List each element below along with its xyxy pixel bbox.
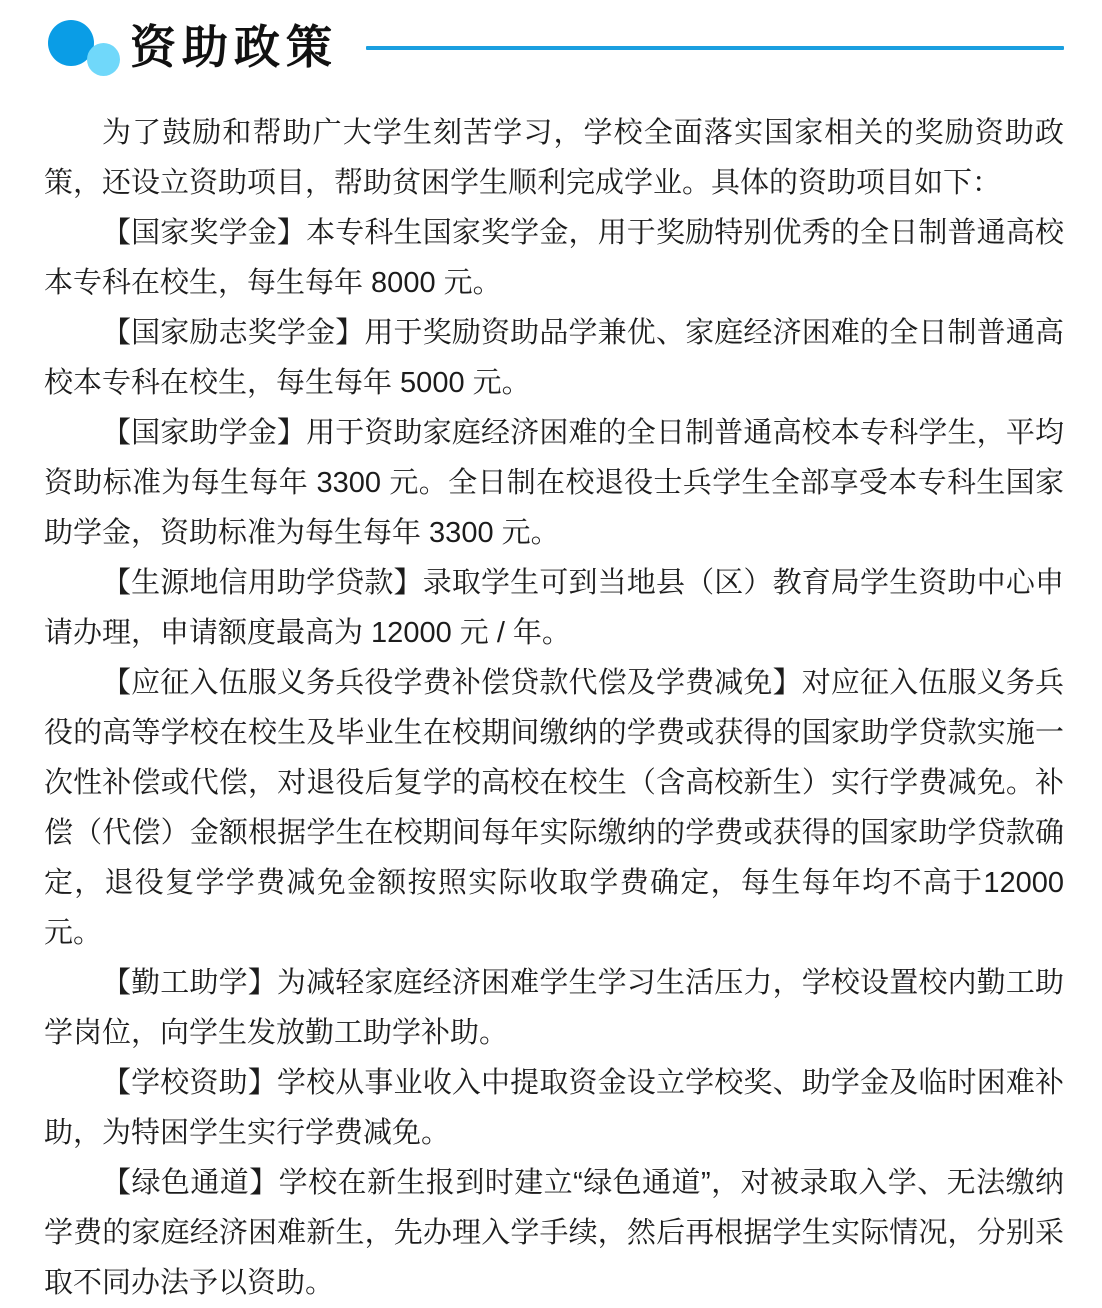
page-title: 资助政策 [130,21,338,73]
policy-paragraph-national-grant: 【国家助学金】用于资助家庭经济困难的全日制普通高校本专科学生，平均资助标准为每生每年 3300 元。全日制在校退役士兵学生全部享受本专科生国家助学金，资助标准为每生每年 3300 元。 [44,417,1064,549]
policy-paragraph-school-aid: 【学校资助】学校从事业收入中提取资金设立学校奖、助学金及临时困难补助，为特困学生实行学费减免。 [44,1067,1064,1149]
policy-paragraph-national-scholarship: 【国家奖学金】本专科生国家奖学金，用于奖励特别优秀的全日制普通高校本专科在校生，每生每年 8000 元。 [44,217,1064,299]
logo-circle-small [87,43,120,76]
header-rule-line [366,46,1064,50]
policy-content [44,108,1064,1308]
policy-paragraph-student-loan: 【生源地信用助学贷款】录取学生可到当地县（区）教育局学生资助中心申请办理，申请额度最高为 12000 元 / 年。 [44,567,1064,649]
policy-paragraph-military-service-tuition: 【应征入伍服义务兵役学费补偿贷款代偿及学费减免】对应征入伍服义务兵役的高等学校在校生及毕业生在校期间缴纳的学费或获得的国家助学贷款实施一次性补偿或代偿，对退役后复学的高校在校生（含高校新生）实行学费减免。补偿（代偿）金额根据学生在校期间每年实际缴纳的学费或获得的国家助学贷款确定，退役复学学费减免金额按照实际收取学费确定，每生每年均不高于12000元。 [44,667,1064,949]
intro-paragraph: 为了鼓励和帮助广大学生刻苦学习，学校全面落实国家相关的奖励资助政策，还设立资助项目，帮助贫困学生顺利完成学业。具体的资助项目如下： [44,117,1064,199]
section-header [44,12,1064,82]
policy-paragraph-work-study: 【勤工助学】为减轻家庭经济困难学生学习生活压力，学校设置校内勤工助学岗位，向学生发放勤工助学补助。 [44,967,1064,1049]
policy-paragraph-national-encouragement-scholarship: 【国家励志奖学金】用于奖励资助品学兼优、家庭经济困难的全日制普通高校本专科在校生，每生每年 5000 元。 [44,317,1064,399]
two-circles-logo-icon [44,14,124,80]
policy-paragraph-green-channel: 【绿色通道】学校在新生报到时建立“绿色通道”，对被录取入学、无法缴纳学费的家庭经济困难新生，先办理入学手续，然后再根据学生实际情况，分别采取不同办法予以资助。 [44,1167,1064,1299]
